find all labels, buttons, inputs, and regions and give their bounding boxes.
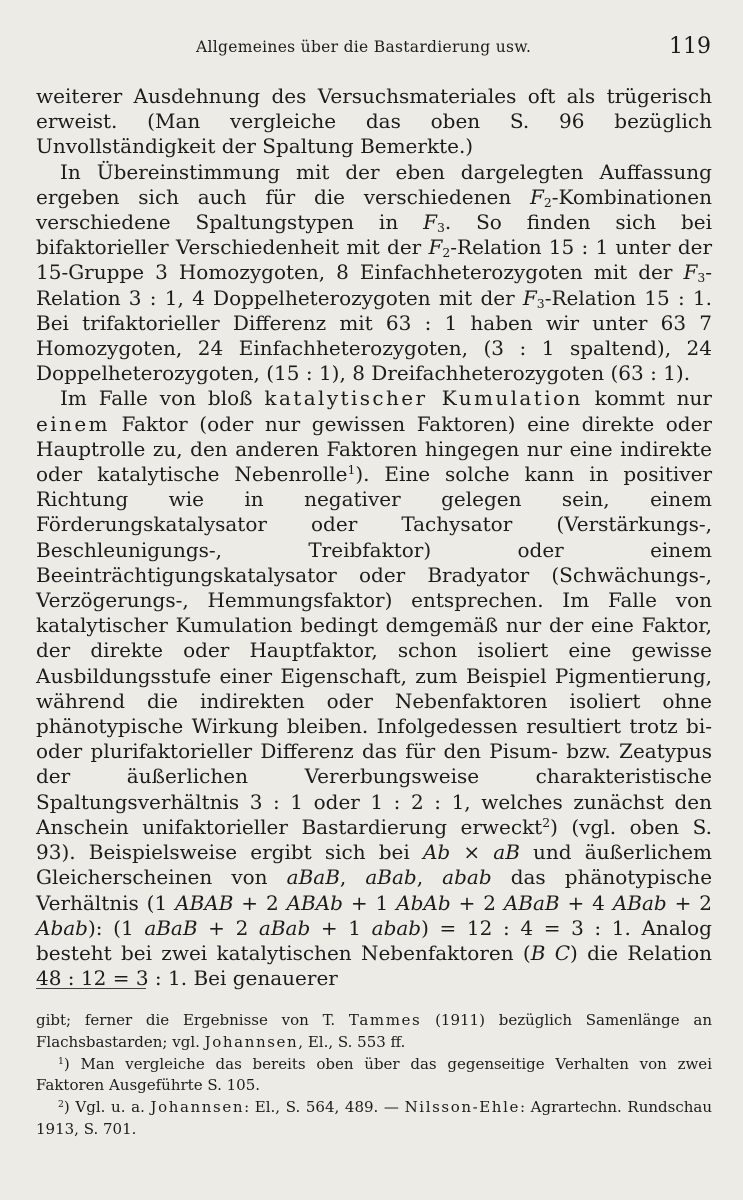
formula: AbAb <box>396 890 451 915</box>
spaced-term: katalytischer Kumulation <box>264 386 583 411</box>
footnote-ref-1: 1 <box>347 462 356 478</box>
formula: aBaB <box>144 915 198 940</box>
formula: B C <box>530 940 571 965</box>
formula: ABAB <box>175 890 234 915</box>
footnote-continuation: gibt; ferner die Ergebnisse von T. Tammes (1911) bezüglich Samenlänge an Flachsbastarden; vgl. Johannsen, El., S. 553 ff. <box>36 1011 712 1051</box>
footnotes <box>36 1010 712 1141</box>
footnote-2: $^2$) Vgl. u. a. Johannsen: El., S. 564, 489. — Nilsson-Ehle: Agrartechn. Rundschau 1913, S. 701. <box>36 1098 712 1138</box>
footnote-divider <box>36 988 146 989</box>
running-head <box>36 34 711 64</box>
spaced-name: Tammes <box>348 1011 422 1029</box>
formula: aBaB <box>286 865 340 890</box>
paragraph-1: weiterer Ausdehnung des Versuchsmateriales oft als trügerisch erweist. (Man vergleiche das oben S. 96 bezüglich Unvollständigkeit der Spaltung Bemerkte.) <box>36 84 712 159</box>
formula: abab <box>442 865 492 890</box>
spaced-name: Johannsen <box>150 1098 245 1117</box>
formula: Abab <box>36 915 88 940</box>
formula: Ab × aB <box>422 840 520 865</box>
footnote-ref-2: 2 <box>542 815 551 831</box>
spaced-name: Nilsson-Ehle <box>404 1098 520 1117</box>
paragraph-2: In Übereinstimmung mit der eben dargelegten Auffassung ergeben sich auch für die verschiedenen $F_2$-Kombinationen verschiedene Spaltungstypen in $F_3$. So finden sich bei bifaktorieller Verschiedenheit mit der $F_2$-Relation 15 : 1 unter der 15-Gruppe 3 Homozygoten, 8 Einfachheterozygoten mit der $F_3$-Relation 3 : 1, 4 Doppelheterozygoten mit der $F_3$-Relation 15 : 1. Bei trifaktorieller Differenz mit 63 : 1 haben wir unter 63 7 Homozygoten, 24 Einfachheterozygoten, (3 : 1 spaltend), 24 Doppelheterozygoten, (15 : 1), 8 Dreifachheterozygoten (63 : 1). <box>36 159 713 386</box>
spaced-term: einem <box>36 411 110 436</box>
formula: aBab <box>258 915 311 940</box>
footnote-1: $^1$) Man vergleiche das bereits oben über das gegenseitige Verhalten von zwei Faktoren Ausgeführte S. 105. <box>36 1054 712 1095</box>
body-text <box>36 84 712 991</box>
formula: abab <box>371 915 422 940</box>
running-title: Allgemeines über die Bastardierung usw. <box>196 38 532 56</box>
formula: ABab <box>612 890 667 915</box>
page-number: 119 <box>669 34 711 59</box>
paragraph-3: Im Falle von bloß katalytischer Kumulation kommt nur einem Faktor (oder nur gewissen Faktoren) eine direkte oder Hauptrolle zu, den anderen Faktoren hingegen nur eine indirekte oder katalytische Nebenrolle$^1$). Eine solche kann in positiver Richtung wie in negativer gelegen sein, einem Förderungskatalysator oder Tachysator (Verstärkungs-, Beschleunigungs-, Treibfaktor) oder einem Beeinträchtigungskatalysator oder Bradyator (Schwächungs-, Verzögerungs-, Hemmungsfaktor) entsprechen. Im Falle von katalytischer Kumulation bedingt demgemäß nur der eine Faktor, der direkte oder Hauptfaktor, schon isoliert eine gewisse Ausbildungsstufe einer Eigenschaft, zum Beispiel Pigmentierung, während die indirekten oder Nebenfaktoren isoliert ohne phänotypische Wirkung bleiben. Infolgedessen resultiert trotz bi- oder plurifaktorieller Differenz das für den Pisum- bzw. Zeatypus der äußerlichen Vererbungsweise charakteristische Spaltungsverhältnis 3 : 1 oder 1 : 2 : 1, welches zunächst den Anschein unifaktorieller Bastardierung erweckt$^2$) (vgl. oben S. 93). Beispielsweise ergibt sich bei Ab × aB und äußerlichem Gleicherscheinen von aBaB, aBab, abab das phänotypische Verhältnis (1 ABAB + 2 ABAb + 1 AbAb + 2 ABaB + 4 ABab + 2 Abab): (1 aBaB + 2 aBab + 1 abab) = 12 : 4 = 3 : 1. Analog besteht bei zwei katalytischen Nebenfaktoren (B C) die Relation 48 : 12 = 3 : 1. Bei genauerer <box>36 386 713 991</box>
formula: ABAb <box>286 890 343 915</box>
formula: aBab <box>365 865 417 890</box>
formula: ABaB <box>503 890 560 915</box>
spaced-name: Johannsen <box>204 1032 299 1051</box>
